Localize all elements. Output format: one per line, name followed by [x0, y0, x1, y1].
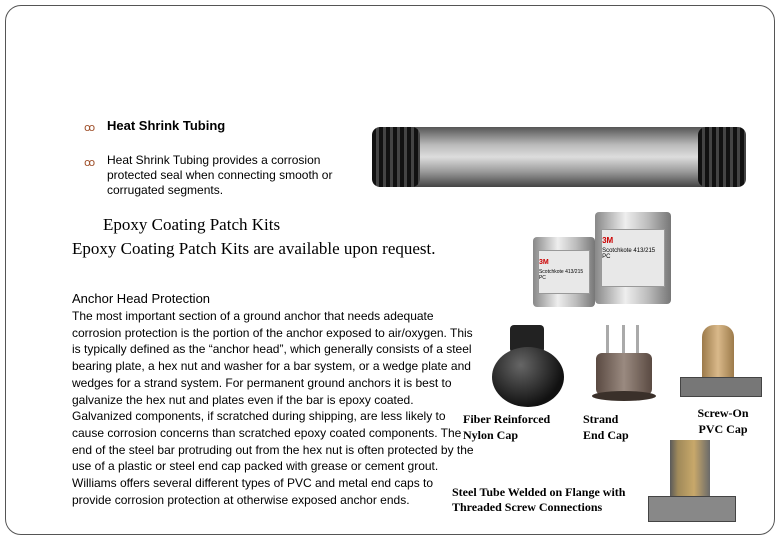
heat-shrink-tubing-image	[372, 127, 746, 187]
steel-tube-caption-2: Threaded Screw Connections	[452, 500, 603, 514]
strand-end-cap-image	[592, 325, 656, 403]
screw-cap-caption-2: PVC Cap	[698, 422, 748, 436]
anchor-head-body: The most important section of a ground anchor that needs adequate corrosion protection is the portion of the anchor exposed to air/oxygen. This is typically defined as the “anchor head”, which generally consists of a steel bearing plate, a hex nut and washer for a bar system, or a wedge plate and wedges for a strand system. For permanent ground anchors it is best to galvanize the hex nut and plates even if the bar is epoxy coated. Galvanized components, if scratched during shipping, are less likely to cause corrosion concerns than scratched epoxy coated components. The end of the steel bar protruding out from the hex nut is often protected by the use of a plastic or steel end cap packed with grease or cement grout. Williams offers several different types of PVC and metal end caps to provide corrosion protection at otherwise exposed anchor ends.	[72, 309, 474, 507]
fiber-reinforced-nylon-cap-image	[492, 325, 564, 407]
fiber-cap-caption-2: Nylon Cap	[463, 428, 519, 442]
steel-tube-flange-image	[648, 440, 734, 522]
steel-tube-caption-1: Steel Tube Welded on Flange with	[452, 485, 626, 499]
bullet-icon: ꝏ	[84, 156, 96, 169]
heat-shrink-description: Heat Shrink Tubing provides a corrosion protected seal when connecting smooth or corrugated segments.	[107, 153, 333, 197]
heat-shrink-title: Heat Shrink Tubing	[107, 118, 226, 133]
strand-cap-caption-2: End Cap	[583, 428, 629, 442]
epoxy-can-small-image: 3M Scotchkote 413/215 PC	[533, 237, 595, 307]
bullet-icon: ꝏ	[84, 121, 96, 134]
anchor-head-title: Anchor Head Protection	[72, 291, 211, 306]
epoxy-can-large-image: 3M Scotchkote 413/215 PC	[595, 212, 671, 304]
fiber-cap-caption-1: Fiber Reinforced	[463, 412, 551, 426]
strand-cap-caption-1: Strand	[583, 412, 619, 426]
epoxy-description: Epoxy Coating Patch Kits are available upon request.	[72, 239, 436, 258]
screw-cap-caption-1: Screw-On	[697, 406, 749, 420]
screw-on-pvc-cap-image	[680, 325, 760, 397]
epoxy-title: Epoxy Coating Patch Kits	[103, 215, 281, 234]
